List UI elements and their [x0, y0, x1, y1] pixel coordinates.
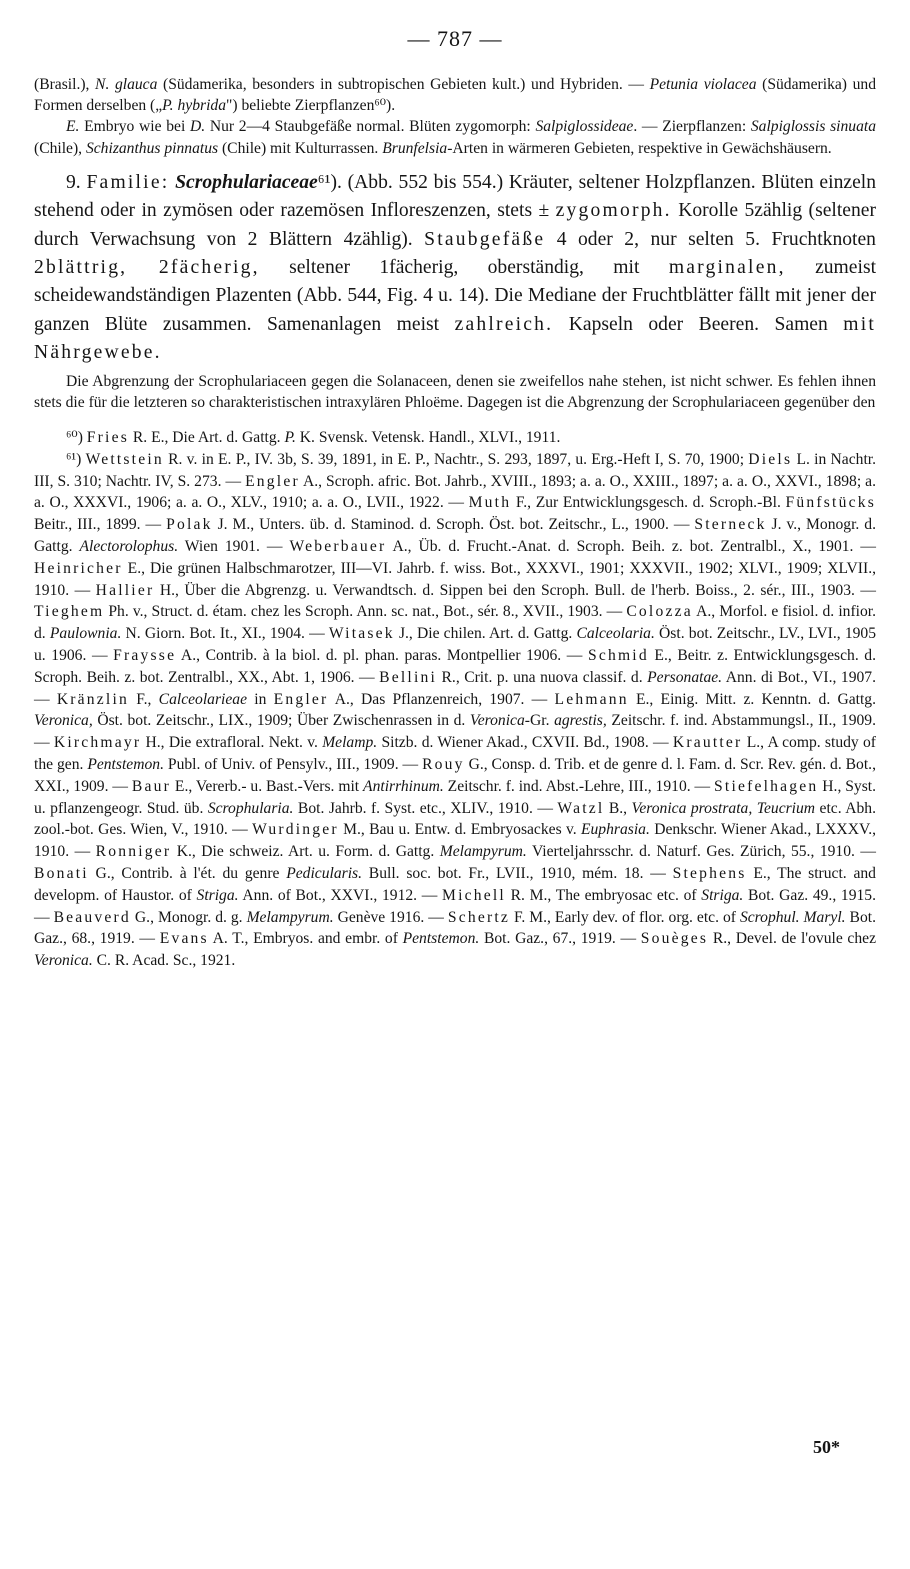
text-run: E.	[66, 118, 80, 136]
text-run: Öst. bot. Zeitschr., LIX., 1909; Über Zwischenrassen in d.	[92, 712, 470, 730]
footnote-60	[34, 427, 876, 449]
footnotes	[34, 427, 876, 972]
text-run: Denkschr. Wiener Akad., LXXXV., 1910. —	[34, 821, 877, 861]
text-run: Scrophularia.	[207, 799, 294, 817]
text-run: Melampyrum.	[246, 908, 334, 926]
text-run: A., Scroph. afric. Bot. Jahrb., XVIII., 1893; a. a. O., XXIII., 1897; a. a. O., XXVI., 1898; a. a. O., XXXVI., 1906; a. a. O., XLV., 1910; a. a. O., LVII., 1922. —	[34, 472, 876, 512]
text-run: Bull. soc. bot. Fr., LVII., 1910, mém. 18. —	[362, 865, 673, 882]
text-run: Öst. bot. Zeitschr., LV., LVI., 1905 u. 1906. —	[34, 625, 877, 665]
text-run: (Chile),	[34, 139, 86, 157]
page-number: — 787 —	[407, 26, 503, 51]
text-run: Paulownia.	[49, 625, 122, 643]
text-run: Publ. of Univ. of Pensylv., III., 1909. —	[163, 756, 423, 774]
text-run: Fünfstücks	[785, 494, 876, 512]
text-run: Pedicularis.	[286, 865, 363, 882]
text-run: Witasek	[328, 625, 395, 643]
text-run: Familie:	[86, 171, 170, 193]
text-run: Embryo wie bei	[79, 118, 190, 136]
text-run: Sterneck	[694, 516, 767, 534]
text-run: Ann. di Bot., VI., 1907. —	[34, 668, 876, 708]
paragraph-petunia	[34, 74, 876, 116]
text-run: G., Contrib. à l'ét. du genre	[88, 865, 287, 882]
text-run: Fries	[86, 429, 129, 447]
text-run: seltener 1fächerig, oberständig, mit	[259, 257, 669, 279]
text-run: Zeitschr. f. ind. Abstammungsl., II., 1909. —	[34, 712, 876, 752]
text-run: Schertz	[447, 908, 510, 926]
text-run: Zeitschr. f. ind. Abst.-Lehre, III., 1910. —	[443, 777, 715, 795]
text-run: Bot. Gaz., 68., 1919. —	[34, 908, 876, 948]
text-run: F.,	[128, 690, 159, 708]
text-run: Personatae.	[647, 668, 723, 686]
text-run: Fraysse	[113, 647, 177, 665]
text-run: L. in Nachtr. III, S. 310; Nachtr. IV, S. 273. —	[34, 450, 877, 490]
text-run: F. M., Early dev. of flor. org. etc. of	[510, 908, 740, 926]
text-run: Schmid	[587, 647, 649, 665]
text-run: Korolle 5zählig (seltener durch Verwachsung von 2 Blättern 4zählig).	[34, 200, 877, 250]
text-run: Vierteljahrsschr. d. Naturf. Ges. Zürich, 55., 1910. —	[526, 843, 876, 861]
text-run: Veronica	[469, 712, 525, 730]
text-run: zahlreich.	[454, 313, 554, 335]
text-run: Tieghem	[34, 603, 105, 621]
text-run: marginalen,	[668, 257, 786, 279]
text-run: Veronica prostrata, Teucrium	[631, 799, 816, 817]
text-run: Euphrasia.	[580, 821, 650, 839]
text-run: Pentstemon.	[87, 756, 164, 774]
text-run: 2blättrig, 2fächerig,	[34, 257, 260, 279]
text-run: Alectorolophus.	[79, 538, 179, 556]
text-run: ⁶¹). (Abb. 552 bis 554.) Kräuter, seltener Holzpflanzen. Blüten einzeln stehend oder in zymösen oder razemösen Infloreszenzen, stets ±	[34, 171, 877, 222]
text-run: Petunia violacea	[649, 76, 757, 93]
text-run: A., Morfol. e fisiol. d. infior. d.	[34, 603, 876, 643]
text-run: Ronniger	[95, 843, 172, 861]
text-run: Bot. Gaz., 67., 1919. —	[479, 930, 641, 948]
text-run: E., Einig. Mitt. z. Kenntn. d. Gattg.	[628, 690, 876, 708]
text-run: Beitr., III., 1899. —	[34, 516, 167, 534]
text-run: M., Bau u. Entw. d. Embryosackes v.	[338, 821, 581, 839]
text-run: J. v., Monogr. d. Gattg.	[34, 516, 876, 556]
text-run: Kirchmayr	[53, 734, 142, 752]
text-run: Ann. of Bot., XXVI., 1912. —	[238, 886, 443, 904]
text-run: Wettstein	[85, 450, 164, 468]
text-run: Bot. Gaz. 49., 1915. —	[34, 886, 876, 926]
text-run: Bot. Jahrb. f. Syst. etc., XLIV., 1910. —	[293, 799, 558, 817]
paragraph-scrophulariaceae	[34, 169, 876, 368]
text-run: R., Crit. p. una nuova classif. d.	[437, 668, 648, 686]
text-run: H., Die extrafloral. Nekt. v.	[141, 734, 323, 752]
text-run: -Gr.	[524, 712, 555, 730]
text-run: E., Die grünen Halbschmarotzer, III—VI. Jahrb. f. wiss. Bot., XXXVI., 1901; XXXVII., 1902; XLVI., 1909; XLVII., 1910. —	[34, 559, 876, 599]
text-run: Scrophul. Maryl.	[739, 908, 846, 926]
text-run: E., Vererb.- u. Bast.-Vers. mit	[171, 777, 364, 795]
text-run: zumeist scheidewandständigen Plazenten (Abb. 544, Fig. 4 u. 14). Die Mediane der Fruchtblätter fällt mit jener der ganzen Blüte zusammen. Samenanlagen meist	[34, 257, 877, 335]
text-run: etc. Abh. zool.-bot. Ges. Wien, V., 1910. —	[34, 799, 876, 839]
text-run: Krautter	[672, 734, 743, 752]
text-run: R. v. in E. P., IV. 3b, S. 39, 1891, in E. P., Nachtr., S. 293, 1897, u. Erg.-Heft I, S. 70, 1900;	[163, 450, 749, 468]
text-run: (Chile) mit Kulturrassen.	[218, 139, 383, 157]
text-run: Nur 2—4 Staubgefäße normal. Blüten zygomorph:	[205, 118, 536, 136]
text-run: R., Devel. de l'ovule chez	[708, 930, 876, 948]
text-run: Kränzlin	[56, 690, 129, 708]
text-run: Die Abgrenzung der Scrophulariaceen gegen die Solanaceen, denen sie zweifellos nahe stehen, ist nicht schwer. Es fehlen ihnen stets die für die letzteren so charakteristischen intraxylären Phloëme. Dagegen ist die Abgrenzung der Scrophulariaceen gegenüber den	[34, 372, 876, 411]
text-run: Melampyrum.	[439, 843, 527, 861]
text-run: A., Üb. d. Frucht.-Anat. d. Scroph. Beih. z. bot. Zentralbl., X., 1901. —	[386, 538, 876, 556]
text-run: ") beliebte Zierpflanzen⁶⁰).	[226, 97, 396, 115]
text-run: 4 oder 2, nur selten 5. Fruchtknoten	[545, 228, 876, 250]
text-run: K., Die schweiz. Art. u. Form. d. Gattg.	[171, 843, 440, 861]
text-run: in	[247, 690, 274, 708]
text-run: H., Syst. u. pflanzengeogr. Stud. üb.	[34, 777, 877, 817]
text-run: Wien 1901. —	[178, 538, 290, 556]
text-run: mit Nährgewebe.	[34, 313, 876, 364]
text-run: Schizanthus pinnatus	[85, 139, 219, 157]
text-run: Evans	[159, 930, 209, 948]
text-run: Beauverd	[53, 908, 131, 926]
text-run: Bonati	[34, 865, 89, 882]
text-run: J., Die chilen. Art. d. Gattg.	[394, 625, 577, 643]
text-run: Sitzb. d. Wiener Akad., CXVII. Bd., 1908. —	[377, 734, 673, 752]
text-run: E., The struct. and developm. of Haustor. of	[34, 865, 876, 904]
text-run: . — Zierpflanzen:	[633, 118, 751, 136]
text-run: Stiefelhagen	[714, 777, 819, 795]
text-run: L., A comp. study of the gen.	[34, 734, 876, 774]
text-run: Engler	[245, 472, 300, 490]
text-run: zygomorph.	[555, 200, 672, 222]
text-run: E., Beitr. z. Entwicklungsgesch. d. Scroph. Beih. z. bot. Zentralbl., XX., Abt. 1, 1906. —	[34, 647, 877, 686]
text-run: Stephens	[672, 865, 747, 882]
text-run: D.	[189, 118, 206, 136]
paragraph-abgrenzung	[34, 371, 876, 413]
text-run: P.	[284, 429, 296, 447]
text-run: -Arten in wärmeren Gebieten, respektive in Gewächshäusern.	[447, 139, 832, 157]
text-run: Genève 1916. —	[333, 908, 448, 926]
text-run: Scrophulariaceae	[175, 171, 318, 193]
text-run: Engler	[273, 690, 329, 708]
text-run: C. R. Acad. Sc., 1921.	[92, 952, 236, 970]
text-run: G., Monogr. d. g.	[130, 908, 247, 926]
text-run: Calceolarieae	[158, 690, 248, 708]
text-run: Polak	[166, 516, 213, 534]
text-run: H., Über die Abgrenzg. u. Verwandtsch. d. Sippen bei den Scroph. Bull. de l'herb. Boiss., 2. sér., III., 1903. —	[154, 581, 876, 599]
text-run: Watzl	[557, 799, 605, 817]
text-run: (Südamerika, besonders in subtropischen Gebieten kult.) und Hybriden. —	[157, 76, 650, 93]
text-run: Salpiglossis sinuata	[750, 118, 876, 136]
text-run: ⁶¹)	[66, 450, 86, 468]
text-run: Veronica,	[34, 712, 93, 730]
text-run: Heinricher	[34, 559, 123, 577]
text-run: Staubgefäße	[424, 228, 546, 250]
text-run: R. E., Die Art. d. Gattg.	[128, 429, 285, 447]
text-run: A., Contrib. à la biol. d. pl. phan. paras. Montpellier 1906. —	[176, 647, 588, 665]
text-run: Salpiglossideae	[535, 118, 634, 136]
text-run: Souèges	[640, 930, 709, 948]
text-run: Veronica.	[34, 952, 93, 970]
text-run: Diels	[748, 450, 793, 468]
text-run: Muth	[468, 494, 512, 512]
text-run: Weberbauer	[289, 538, 387, 556]
page-body	[34, 26, 876, 972]
text-run: Antirrhinum.	[363, 777, 444, 795]
text-run: 9.	[66, 171, 87, 193]
text-run: (Südamerika) und Formen derselben („	[34, 76, 876, 115]
text-run: Baur	[131, 777, 172, 795]
text-run: ⁶⁰)	[66, 429, 87, 447]
text-run: Striga.	[196, 886, 239, 904]
text-run: agrestis,	[554, 712, 607, 730]
text-run: Hallier	[95, 581, 155, 599]
text-run: B.,	[604, 799, 632, 817]
text-run: Wurdinger	[252, 821, 339, 839]
text-run: Lehmann	[554, 690, 629, 708]
text-run: P. hybrida	[162, 97, 226, 115]
text-run: Calceolaria.	[576, 625, 655, 643]
text-run: Bellini	[379, 668, 438, 686]
text-run: Striga.	[701, 886, 744, 904]
text-run: Kapseln oder Beeren. Samen	[553, 313, 844, 335]
text-run: A., Das Pflanzenreich, 1907. —	[328, 690, 555, 708]
paragraph-salpiglossideae	[34, 116, 876, 158]
signature-mark: 50*	[813, 1437, 840, 1457]
text-run: (Brasil.),	[34, 76, 96, 93]
text-run: Pentstemon.	[402, 930, 480, 948]
text-run: A. T., Embryos. and embr. of	[208, 930, 403, 948]
text-run: Colozza	[626, 603, 693, 621]
text-run: Michell	[442, 886, 506, 904]
text-run: Brunfelsia	[382, 139, 448, 157]
text-run: Rouy	[422, 756, 465, 774]
footnote-61	[34, 449, 876, 972]
text-run: K. Svensk. Vetensk. Handl., XLVI., 1911.	[295, 429, 561, 447]
text-run: Ph. v., Struct. d. étam. chez les Scroph. Ann. sc. nat., Bot., sér. 8., XVII., 1903. —	[104, 603, 627, 621]
text-run: Melamp.	[322, 734, 378, 752]
text-run: F., Zur Entwicklungsgesch. d. Scroph.-Bl.	[511, 494, 786, 512]
text-run: G., Consp. d. Trib. et de genre d. l. Fam. d. Scr. Rev. gén. d. Bot., XXI., 1909. —	[34, 756, 876, 795]
text-run: R. M., The embryosac etc. of	[505, 886, 702, 904]
text-run: N. Giorn. Bot. It., XI., 1904. —	[121, 625, 329, 643]
text-run: J. M., Unters. üb. d. Staminod. d. Scroph. Öst. bot. Zeitschr., L., 1900. —	[212, 516, 695, 534]
text-run: N. glauca	[95, 76, 158, 93]
